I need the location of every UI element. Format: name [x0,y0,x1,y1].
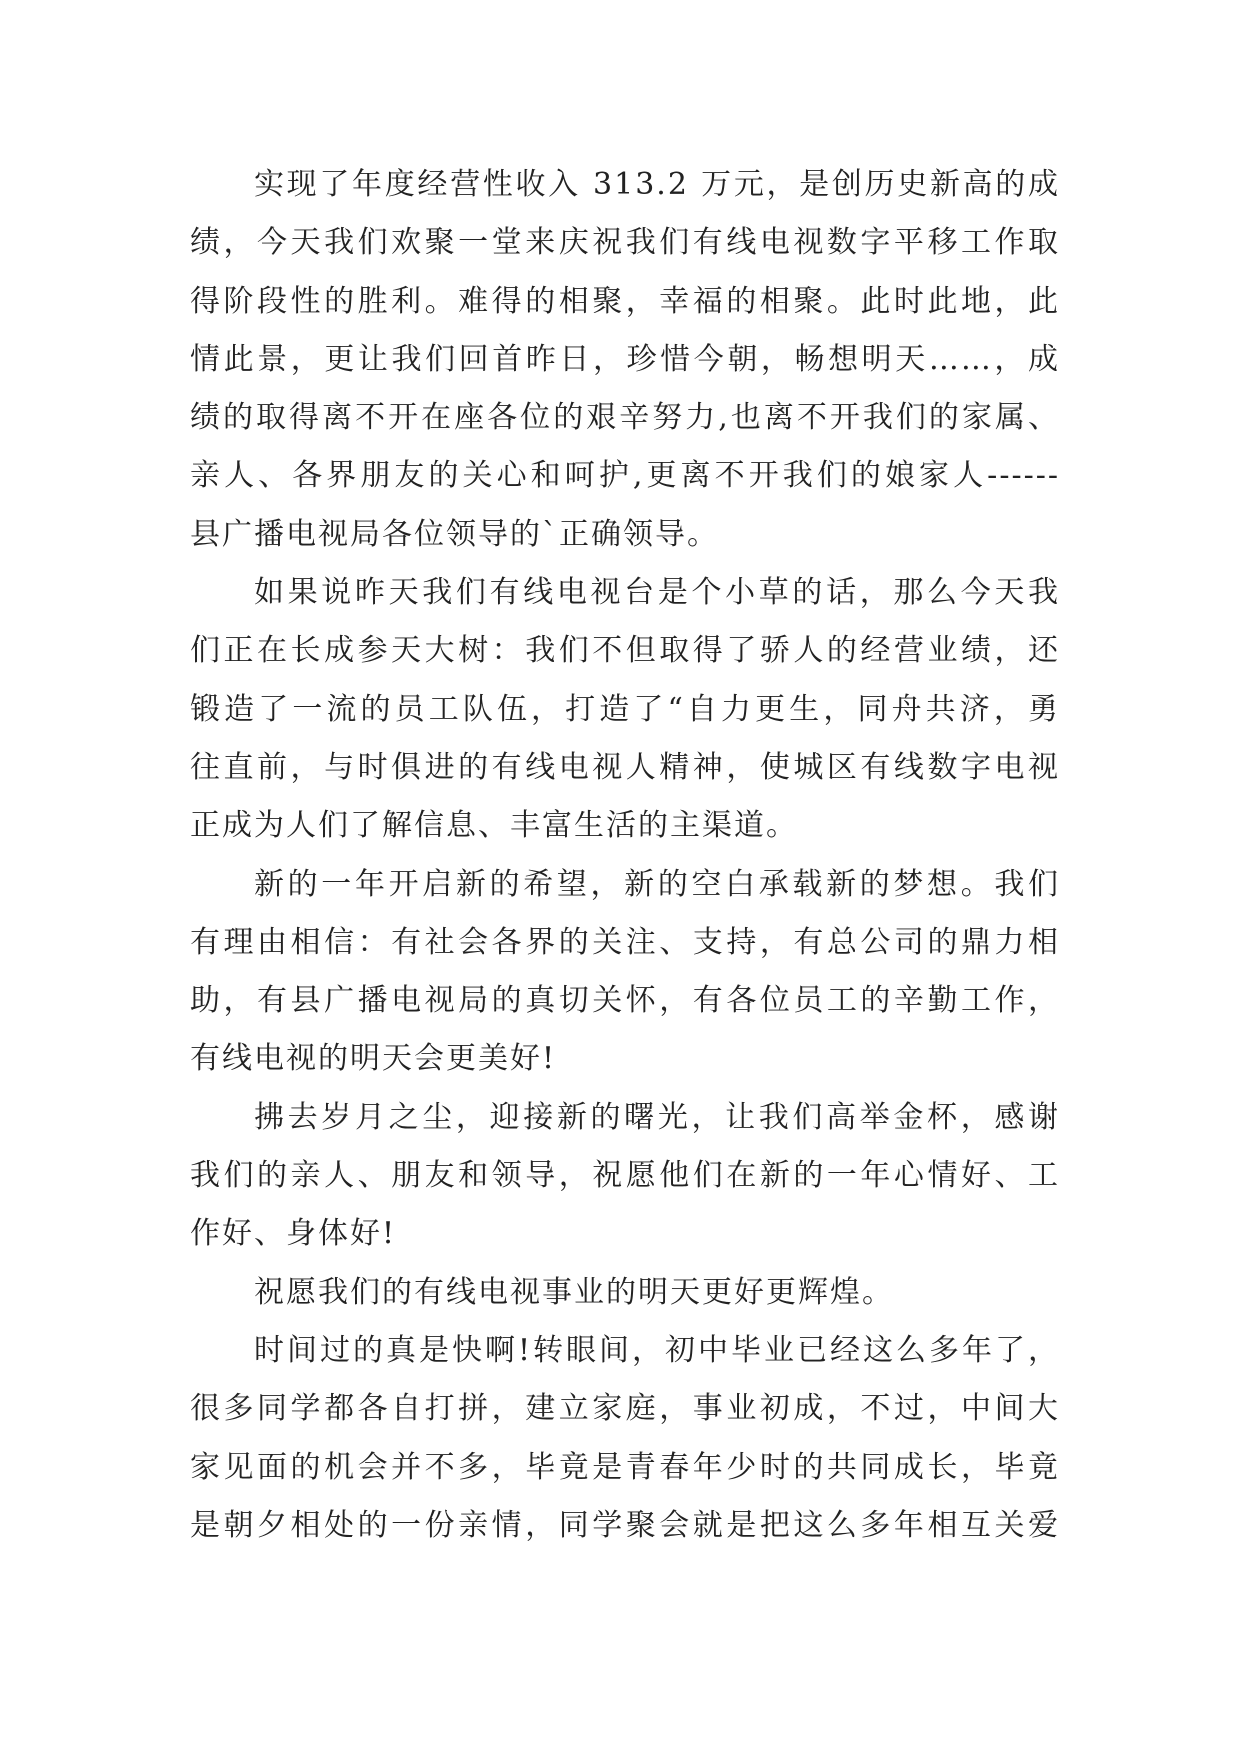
text-line: 们正在长成参天大树：我们不但取得了骄人的经营业绩，还 [190,633,1060,669]
text-line: 绩，今天我们欢聚一堂来庆祝我们有线电视数字平移工作取 [190,225,1060,261]
text-line: 我们的亲人、朋友和领导，祝愿他们在新的一年心情好、工 [190,1158,1060,1194]
text-line: 新的一年开启新的希望，新的空白承载新的梦想。我们 [254,866,1060,902]
text-line: 正成为人们了解信息、丰富生活的主渠道。 [190,808,798,844]
text-line: 是朝夕相处的一份亲情，同学聚会就是把这么多年相互关爱 [190,1507,1060,1543]
text-line: 助，有县广播电视局的真切关怀，有各位员工的辛勤工作， [190,983,1060,1019]
text-line: 很多同学都各自打拼，建立家庭，事业初成，不过，中间大 [190,1391,1060,1427]
text-line: 县广播电视局各位领导的`正确领导。 [190,516,719,552]
text-line: 往直前，与时俱进的有线电视人精神，使城区有线数字电视 [190,749,1060,785]
text-line: 时间过的真是快啊!转眼间，初中毕业已经这么多年了， [254,1332,1060,1368]
text-line: 实现了年度经营性收入 313.2 万元，是创历史新高的成 [254,167,1060,202]
text-line: 拂去岁月之尘，迎接新的曙光，让我们高举金杯，感谢 [254,1099,1060,1135]
text-line: 作好、身体好! [190,1216,397,1252]
text-line: 祝愿我们的有线电视事业的明天更好更辉煌。 [254,1274,894,1310]
text-line: 得阶段性的胜利。难得的相聚，幸福的相聚。此时此地，此 [190,283,1060,319]
text-line: 亲人、各界朋友的关心和呵护,更离不开我们的娘家人------ [190,458,1060,494]
text-line: 有线电视的明天会更美好! [190,1041,557,1077]
text-line: 绩的取得离不开在座各位的艰辛努力,也离不开我们的家属、 [190,400,1060,436]
text-line: 锻造了一流的员工队伍，打造了“自力更生，同舟共济，勇 [190,691,1060,727]
text-line: 如果说昨天我们有线电视台是个小草的话，那么今天我 [254,575,1060,611]
text-line: 有理由相信：有社会各界的关注、支持，有总公司的鼎力相 [190,924,1060,960]
text-line: 家见面的机会并不多，毕竟是青春年少时的共同成长，毕竟 [190,1449,1060,1485]
document-body [190,156,1060,1555]
text-line: 情此景，更让我们回首昨日，珍惜今朝，畅想明天……，成 [190,341,1060,377]
